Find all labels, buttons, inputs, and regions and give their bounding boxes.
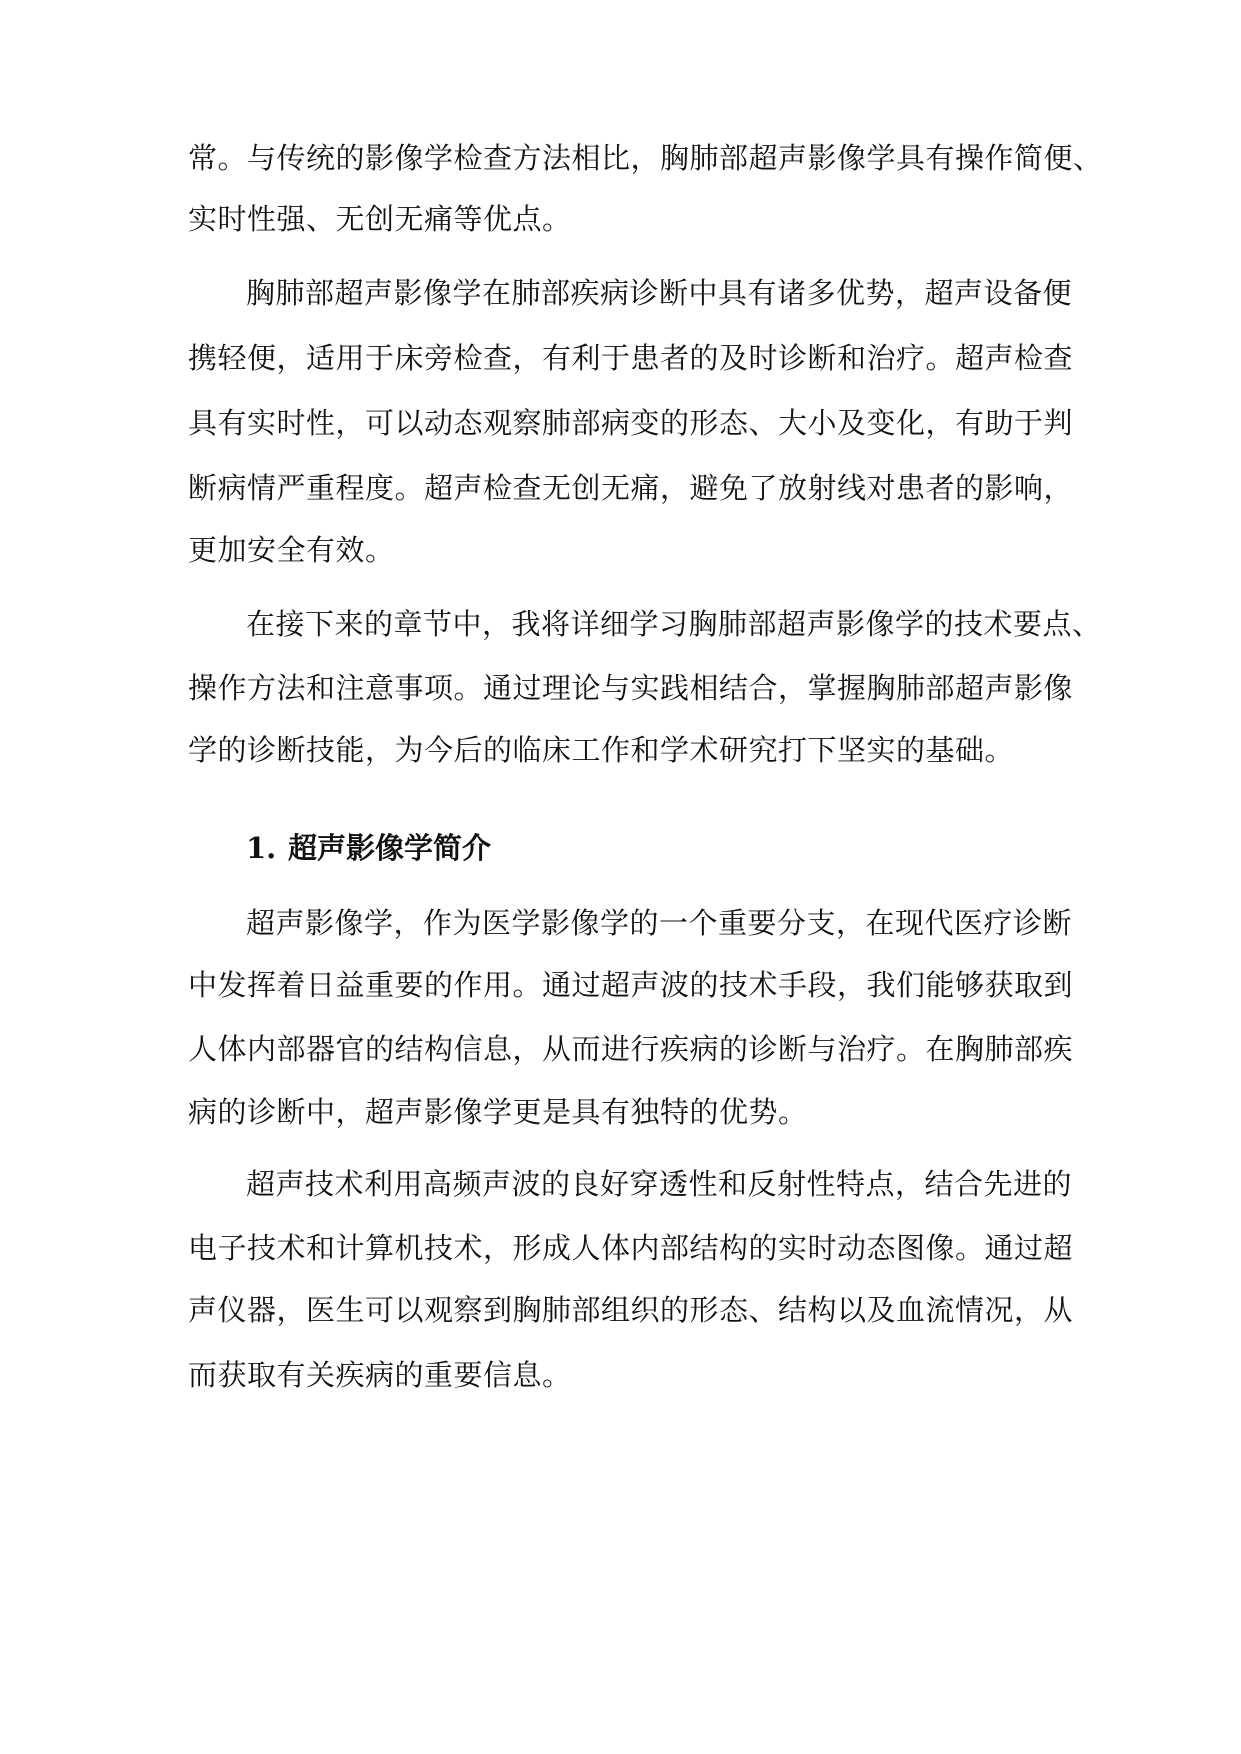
paragraph-2-line-4: 断病情严重程度。超声检查无创无痛，避免了放射线对患者的影响， (188, 471, 1074, 505)
paragraph-5-line-1: 超声技术利用高频声波的良好穿透性和反射性特点，结合先进的 (246, 1167, 1073, 1201)
paragraph-1-line-2: 实时性强、无创无痛等优点。 (188, 202, 572, 236)
paragraph-3-line-1: 在接下来的章节中，我将详细学习胸肺部超声影像学的技术要点、 (246, 607, 1102, 641)
paragraph-5-line-3: 声仪器，医生可以观察到胸肺部组织的形态、结构以及血流情况，从 (188, 1293, 1074, 1327)
paragraph-2-line-2: 携轻便，适用于床旁检查，有利于患者的及时诊断和治疗。超声检查 (188, 341, 1074, 375)
paragraph-2-line-1: 胸肺部超声影像学在肺部疾病诊断中具有诸多优势，超声设备便 (246, 276, 1073, 310)
paragraph-4-line-2: 中发挥着日益重要的作用。通过超声波的技术手段，我们能够获取到 (188, 968, 1074, 1002)
paragraph-4-line-4: 病的诊断中，超声影像学更是具有独特的优势。 (188, 1095, 808, 1129)
paragraph-2-line-3: 具有实时性，可以动态观察肺部病变的形态、大小及变化，有助于判 (188, 406, 1074, 440)
paragraph-3-line-3: 学的诊断技能，为今后的临床工作和学术研究打下坚实的基础。 (188, 733, 1015, 767)
paragraph-4-line-1: 超声影像学，作为医学影像学的一个重要分支，在现代医疗诊断 (246, 906, 1073, 940)
paragraph-3-line-2: 操作方法和注意事项。通过理论与实践相结合，掌握胸肺部超声影像 (188, 671, 1074, 705)
paragraph-5-line-2: 电子技术和计算机技术，形成人体内部结构的实时动态图像。通过超 (188, 1231, 1074, 1265)
paragraph-5-line-4: 而获取有关疾病的重要信息。 (188, 1358, 572, 1392)
paragraph-4-line-3: 人体内部器官的结构信息，从而进行疾病的诊断与治疗。在胸肺部疾 (188, 1032, 1074, 1066)
section-number: 1. (246, 831, 277, 865)
section-heading (246, 828, 491, 868)
paragraph-1-line-1: 常。与传统的影像学检查方法相比，胸肺部超声影像学具有操作简便、 (188, 141, 1103, 175)
paragraph-2-line-5: 更加安全有效。 (188, 533, 395, 567)
section-title: 超声影像学简介 (288, 831, 492, 865)
